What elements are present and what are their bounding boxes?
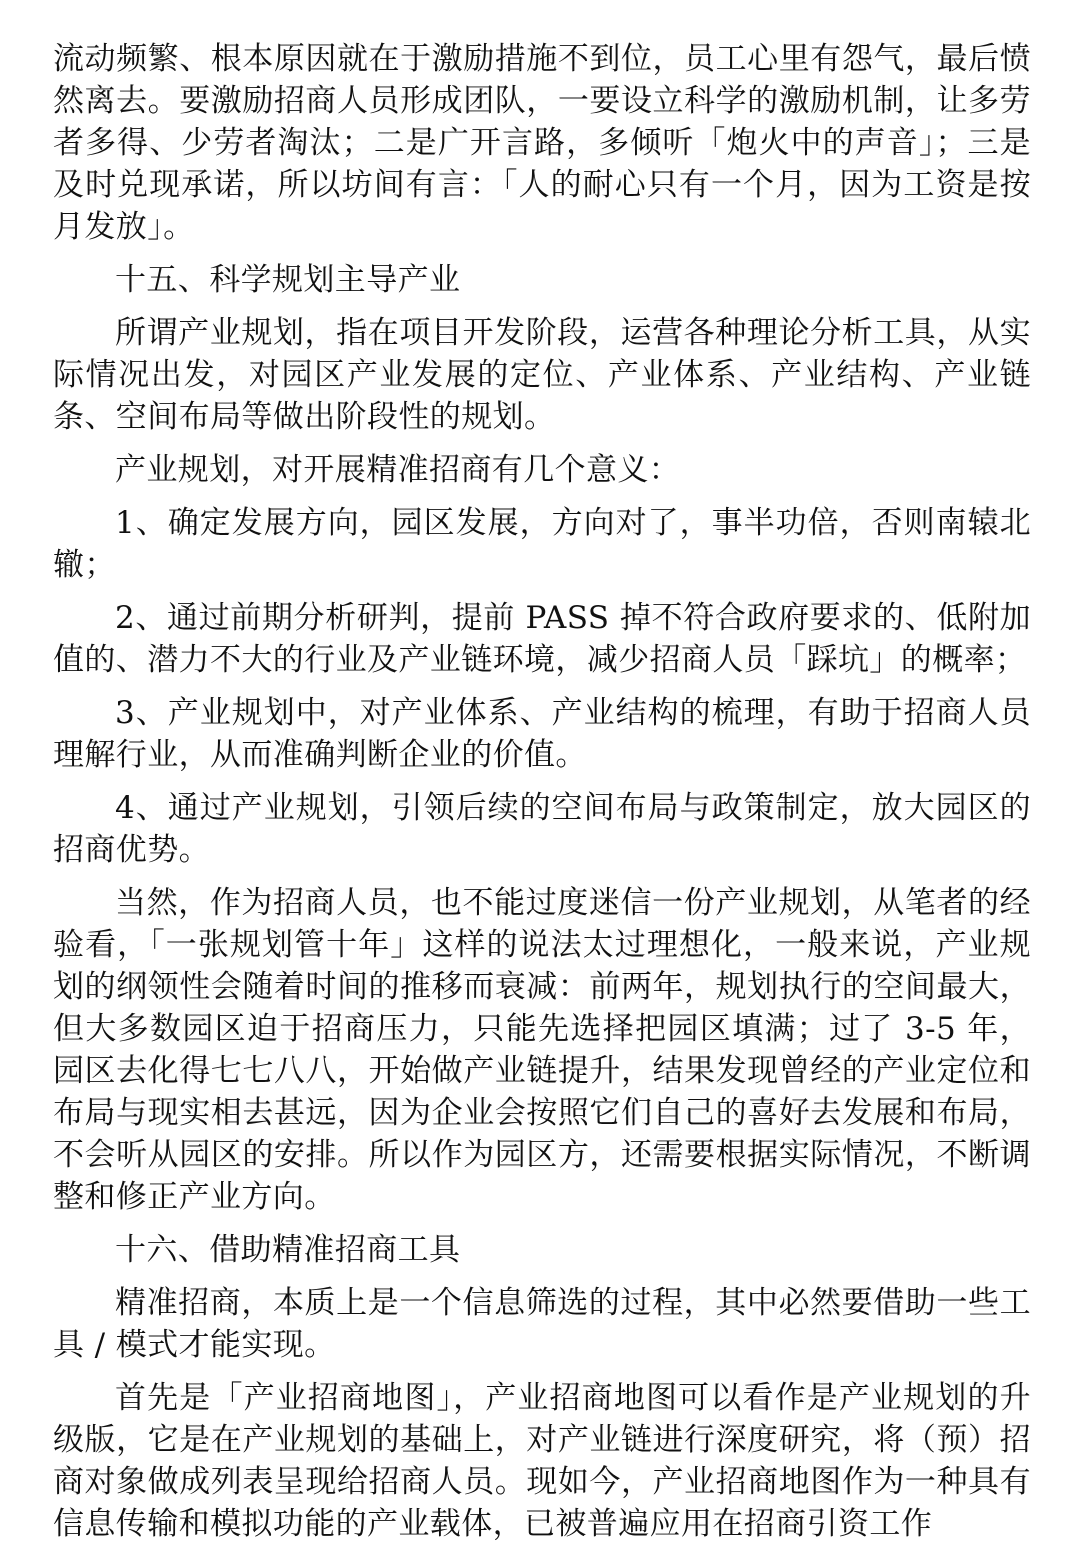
section-heading-15: 十五、科学规划主导产业 [115,262,461,298]
paragraph: 当然，作为招商人员，也不能过度迷信一份产业规划，从笔者的经验看，「一张规划管十年」这样的说法太过理想化，一般来说，产业规划的纲领性会随着时间的推移而衰减：前两年，规划执行的空间最大，但大多数园区迫于招商压力，只能先选择把园区填满；过了 3-5 年，园区去化得七七八八，开始做产业链提升，结果发现曾经的产业定位和布局与现实相去甚远，因为企业会按照它们自己的喜好去发展和布局，不会听从园区的安排。所以作为园区方，还需要根据实际情况，不断调整和修正产业方向。 [53,885,1031,1215]
list-item-4: 4、通过产业规划，引领后续的空间布局与政策制定，放大园区的招商优势。 [53,790,1031,868]
list-item-3: 3、产业规划中，对产业体系、产业结构的梳理，有助于招商人员理解行业，从而准确判断企业的价值。 [53,695,1031,773]
paragraph: 所谓产业规划，指在项目开发阶段，运营各种理论分析工具，从实际情况出发，对园区产业发展的定位、产业体系、产业结构、产业链条、空间布局等做出阶段性的规划。 [53,315,1031,435]
section-heading-16: 十六、借助精准招商工具 [115,1232,461,1268]
article-body [53,38,1031,1556]
list-item-1: 1、确定发展方向，园区发展，方向对了，事半功倍，否则南辕北辙； [53,505,1031,583]
list-item-2: 2、通过前期分析研判，提前 PASS 掉不符合政府要求的、低附加值的、潜力不大的行业及产业链环境，减少招商人员「踩坑」的概率； [53,600,1031,678]
paragraph: 首先是「产业招商地图」，产业招商地图可以看作是产业规划的升级版，它是在产业规划的基础上，对产业链进行深度研究，将（预）招商对象做成列表呈现给招商人员。现如今，产业招商地图作为一种具有信息传输和模拟功能的产业载体，已被普遍应用在招商引资工作 [53,1380,1031,1542]
paragraph: 精准招商，本质上是一个信息筛选的过程，其中必然要借助一些工具 / 模式才能实现。 [53,1285,1031,1363]
paragraph-continued: 流动频繁、根本原因就在于激励措施不到位，员工心里有怨气，最后愤然离去。要激励招商人员形成团队，一要设立科学的激励机制，让多劳者多得、少劳者淘汰；二是广开言路，多倾听「炮火中的声音」；三是及时兑现承诺，所以坊间有言：「人的耐心只有一个月，因为工资是按月发放」。 [53,41,1031,245]
paragraph: 产业规划，对开展精准招商有几个意义： [115,452,681,488]
